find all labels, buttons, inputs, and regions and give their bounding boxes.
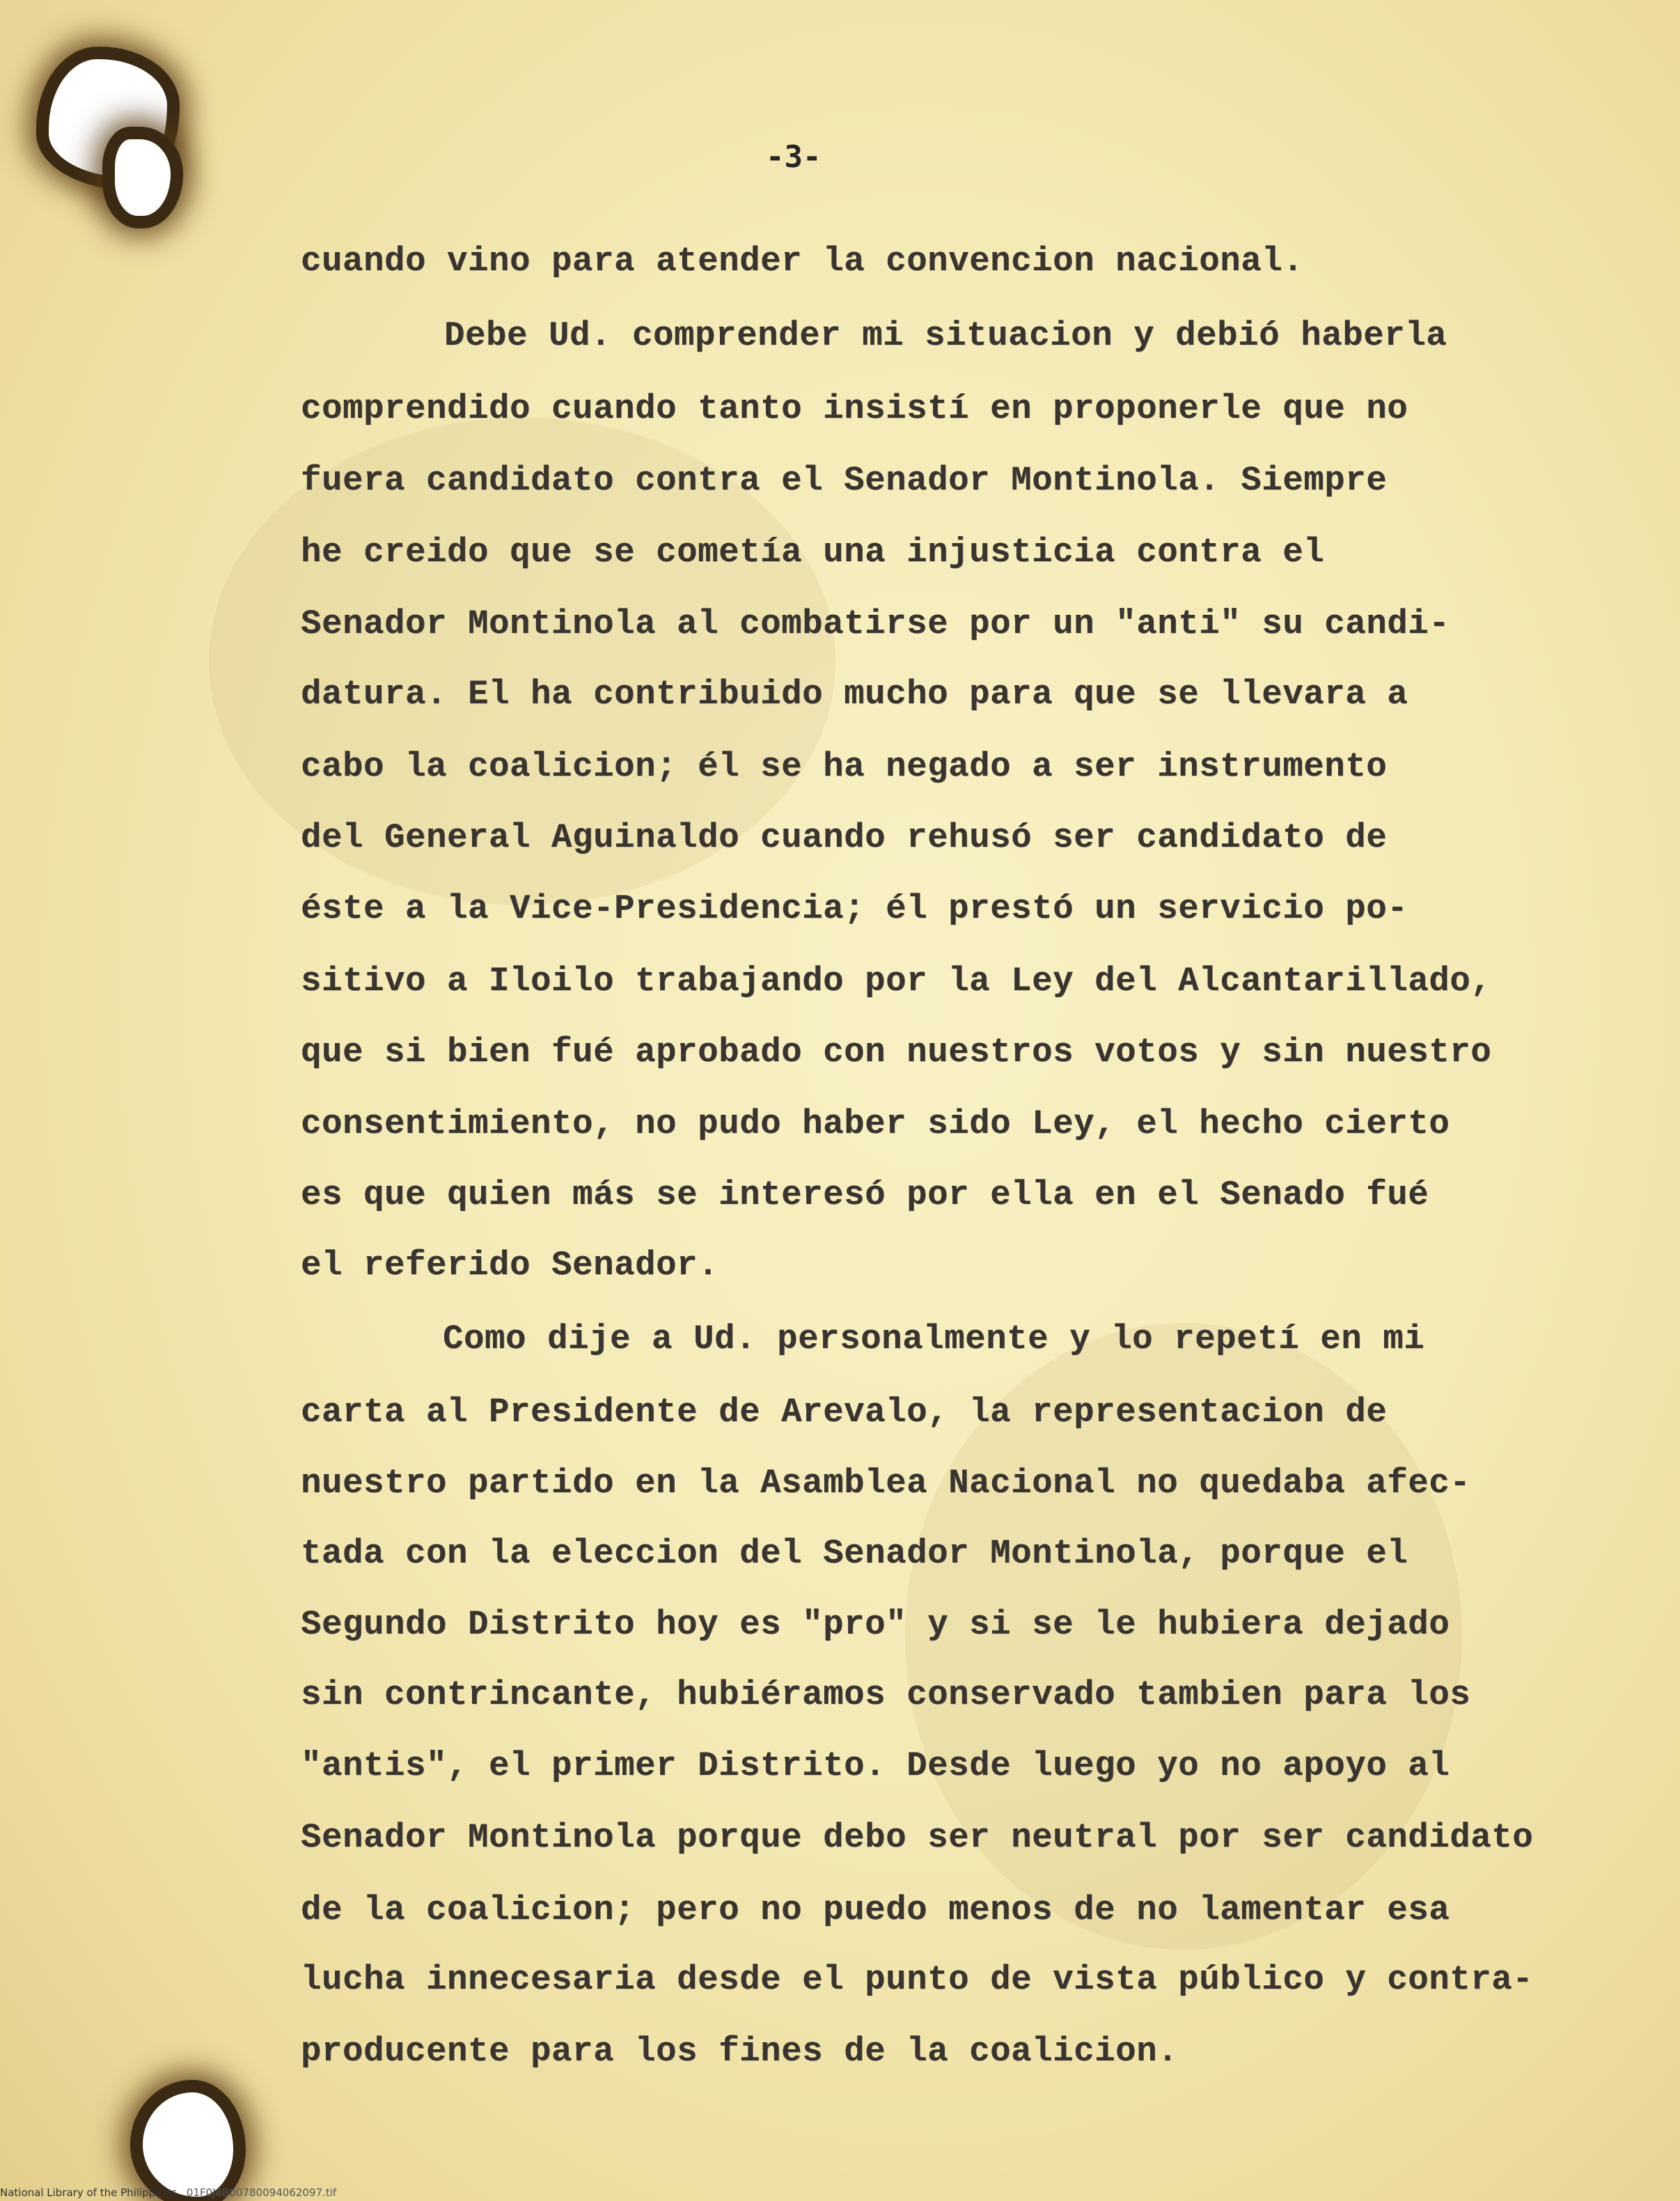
text-line: nuestro partido en la Asamblea Nacional no quedaba afec- (301, 1464, 1471, 1503)
text-line: carta al Presidente de Arevalo, la representacion de (301, 1393, 1388, 1432)
text-line: del General Aguinaldo cuando rehusó ser candidato de (301, 818, 1388, 857)
text-line: sin contrincante, hubiéramos conservado tambien para los (301, 1675, 1471, 1714)
text-line: datura. El ha contribuido mucho para que se llevara a (301, 675, 1408, 714)
text-line: "antis", el primer Distrito. Desde luego yo no apoyo al (301, 1746, 1450, 1785)
text-line: tada con la eleccion del Senador Montinola, porque el (301, 1534, 1408, 1573)
scan-footer (0, 2186, 336, 2199)
text-line: de la coalicion; pero no puedo menos de no lamentar esa (301, 1890, 1450, 1929)
text-line: que si bien fué aprobado con nuestros votos y sin nuestro (301, 1033, 1492, 1072)
text-line: fuera candidato contra el Senador Montinola. Siempre (301, 461, 1388, 500)
text-line: producente para los fines de la coalicion. (301, 2032, 1179, 2071)
burn-hole-top-tail (115, 139, 171, 216)
text-line: éste a la Vice-Presidencia; él prestó un servicio po- (301, 889, 1408, 928)
scan-file-code: 01F0J8B00780094062097.tif (186, 2186, 337, 2199)
text-line: comprendido cuando tanto insistí en proponerle que no (301, 389, 1408, 428)
burn-hole-bottom (143, 2092, 233, 2197)
text-line: Senador Montinola porque debo ser neutral por ser candidato (301, 1818, 1534, 1857)
text-line: Senador Montinola al combatirse por un "anti" su candi- (301, 604, 1450, 643)
page-number: -3- (766, 139, 822, 175)
text-line: consentimiento, no pudo haber sido Ley, el hecho cierto (301, 1104, 1450, 1143)
text-line: el referido Senador. (301, 1246, 719, 1285)
text-line: Segundo Distrito hoy es "pro" y si se le hubiera dejado (301, 1605, 1450, 1644)
text-line: cuando vino para atender la convencion nacional. (301, 242, 1304, 281)
text-line: sitivo a Iloilo trabajando por la Ley del Alcantarillado, (301, 962, 1492, 1001)
text-line: Debe Ud. comprender mi situacion y debió haberla (444, 316, 1447, 355)
text-line: lucha innecesaria desde el punto de vista público y contra- (301, 1960, 1534, 1999)
library-credit: National Library of the Philippines (0, 2186, 177, 2199)
text-line: es que quien más se interesó por ella en el Senado fué (301, 1175, 1429, 1214)
text-line: cabo la coalicion; él se ha negado a ser instrumento (301, 747, 1388, 786)
text-line: Como dije a Ud. personalmente y lo repetí en mi (443, 1319, 1425, 1358)
text-line: he creido que se cometía una injusticia contra el (301, 533, 1325, 572)
